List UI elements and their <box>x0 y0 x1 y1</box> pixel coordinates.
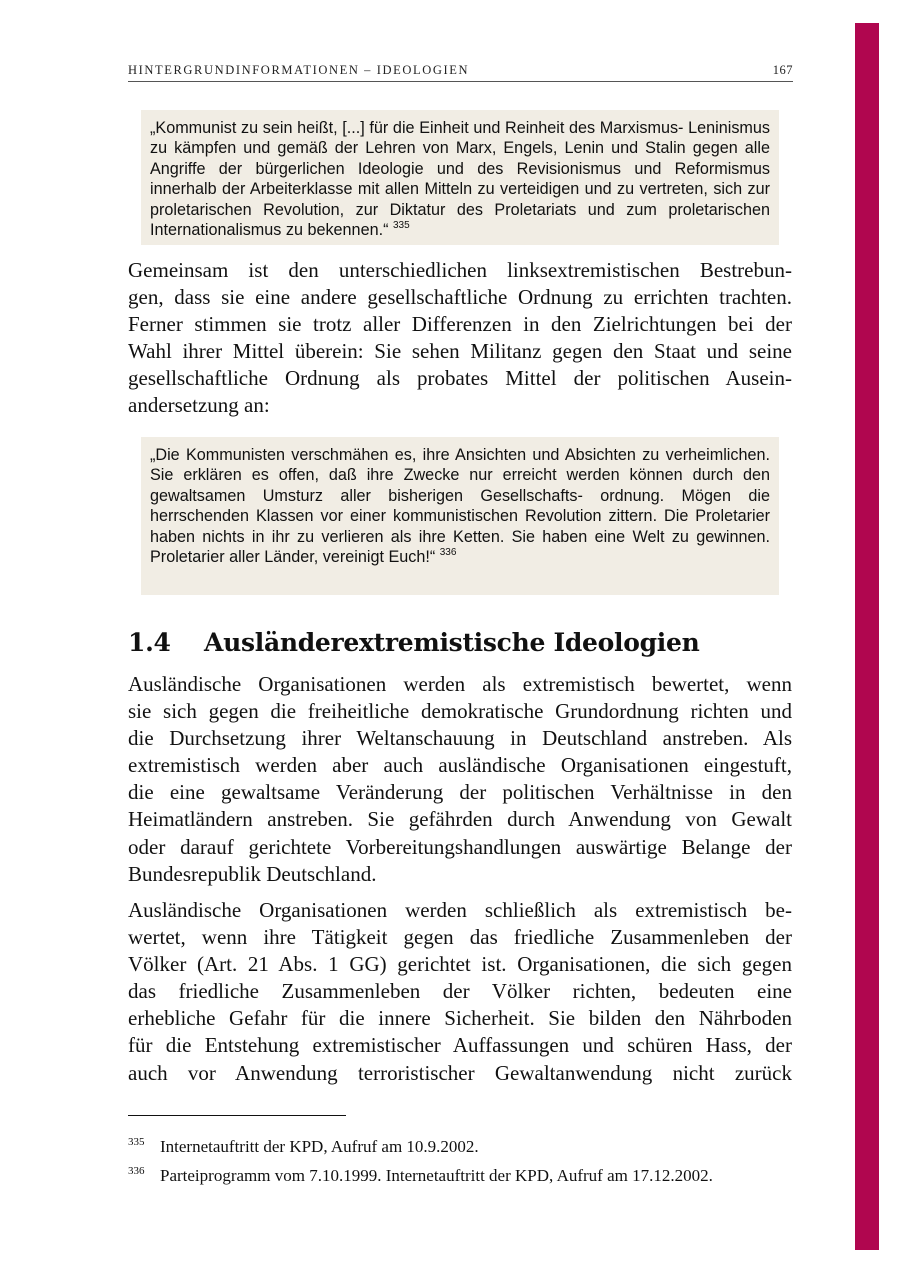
quote-line: „Kommunist zu sein heißt, [...] für die Einheit und Reinheit des Marxismus- <box>150 119 684 137</box>
paragraph-line: oder darauf gerichtete Vorbereitungshandlungen auswärtige Belange der <box>128 834 792 859</box>
quote-line: des Proletariats und zum proletarischen Internationalismus zu bekennen.“ <box>150 200 770 240</box>
paragraph-line: Gemeinsam ist den unterschiedlichen linksextremistischen Bestrebun- <box>128 258 792 282</box>
paragraph-line: auch vor Anwendung terroristischer Gewaltanwendung nicht zurück <box>128 1060 792 1085</box>
quote-line: Ketten. Sie haben eine Welt zu gewinnen. Proletarier aller Länder, vereinigt <box>150 527 770 567</box>
paragraph-line: Bundesrepublik Deutschland. <box>128 861 377 886</box>
paragraph-auslaendische-organisationen <box>128 671 792 888</box>
running-header-title: HINTERGRUNDINFORMATIONEN – IDEOLOGIEN <box>128 63 470 77</box>
footnote-number: 335 <box>128 1136 145 1148</box>
paragraph-line: Wahl ihrer Mittel überein: Sie sehen Militanz gegen den Staat und seine <box>128 339 792 364</box>
footnote-reference[interactable]: 336 <box>439 547 457 559</box>
section-heading <box>128 628 699 657</box>
page-number: 167 <box>772 63 793 77</box>
quote-line: verteidigen und zu vertreten, sich zur proletarischen Revolution, zur Diktatur <box>150 180 771 219</box>
footnote-335 <box>128 1137 792 1159</box>
paragraph-line: das friedliche Zusammenleben der Völker richten, bedeuten eine <box>128 979 792 1004</box>
quote-line: Revolution zittern. Die Proletarier haben nichts in ihr zu verlieren als ihre <box>150 507 770 546</box>
paragraph-line: die Durchsetzung ihrer Weltanschauung in Deutschland anstreben. Als <box>128 726 792 751</box>
footnote-number: 336 <box>128 1165 145 1177</box>
paragraph-gemeinsam <box>128 257 792 420</box>
paragraph-line: die eine gewaltsame Veränderung der politischen Verhältnisse in den <box>128 780 792 805</box>
paragraph-voelkerverstaendigung <box>128 897 792 1087</box>
quote-line: ordnung. Mögen die herrschenden Klassen vor einer kommunistischen <box>150 486 770 526</box>
quote-line: Stalin gegen alle Angriffe der bürgerlichen Ideologie und des Revisionismus <box>150 139 770 178</box>
quote-line: Leninismus zu kämpfen und gemäß der Lehren von Marx, Engels, Lenin und <box>150 119 770 158</box>
footnote-text: Parteiprogramm vom 7.10.1999. Internetauftritt der KPD, Aufruf am 17.12.2002. <box>160 1166 713 1185</box>
paragraph-line: Ausländische Organisationen werden als extremistisch bewertet, wenn <box>128 672 792 696</box>
quote-line: verheimlichen. Sie erklären es offen, daß ihre Zwecke nur erreicht werden <box>150 446 770 485</box>
footnote-reference[interactable]: 335 <box>392 220 410 232</box>
paragraph-line: Heimatländern anstreben. Sie gefährden durch Anwendung von Gewalt <box>128 807 792 832</box>
side-accent-bar <box>855 23 879 1250</box>
paragraph-line: Völker (Art. 21 Abs. 1 GG) gerichtet ist. Organisationen, die sich gegen <box>128 952 792 977</box>
quote-line: Euch!“ <box>388 548 440 567</box>
paragraph-line: andersetzung an: <box>128 393 270 418</box>
section-number: 1.4 <box>128 628 171 657</box>
block-quote-kommunist <box>141 110 779 245</box>
paragraph-line: sie sich gegen die freiheitliche demokratische Grundordnung richten und <box>128 699 792 724</box>
paragraph-line: wertet, wenn ihre Tätigkeit gegen das friedliche Zusammenleben der <box>128 925 792 950</box>
paragraph-line: Ausländische Organisationen werden schließlich als extremistisch be- <box>128 898 792 922</box>
block-quote-manifest <box>141 437 779 595</box>
paragraph-line: für die Entstehung extremistischer Auffassungen und schüren Hass, der <box>128 1033 792 1058</box>
quote-line: können durch den gewaltsamen Umsturz aller bisherigen Gesellschafts- <box>150 466 771 505</box>
footnote-336 <box>128 1166 792 1188</box>
paragraph-line: Ferner stimmen sie trotz aller Differenzen in den Zielrichtungen bei der <box>128 312 792 337</box>
paragraph-line: extremistisch werden aber auch ausländische Organisationen eingestuft, <box>128 753 792 778</box>
quote-line: und Reformismus innerhalb der Arbeiterklasse mit allen Mitteln zu <box>150 159 770 199</box>
paragraph-line: gen, dass sie eine andere gesellschaftliche Ordnung zu errichten trachten. <box>128 285 792 310</box>
paragraph-line: gesellschaftliche Ordnung als probates Mittel der politischen Ausein- <box>128 366 792 391</box>
footnote-text: Internetauftritt der KPD, Aufruf am 10.9.2002. <box>160 1137 479 1156</box>
quote-line: „Die Kommunisten verschmähen es, ihre Ansichten und Absichten zu <box>150 446 666 464</box>
footnote-separator <box>128 1115 346 1116</box>
paragraph-line: erhebliche Gefahr für die innere Sicherheit. Sie bilden den Nährboden <box>128 1006 792 1031</box>
section-title: Ausländerextremistische Ideologien <box>204 628 700 657</box>
running-header <box>128 63 793 82</box>
